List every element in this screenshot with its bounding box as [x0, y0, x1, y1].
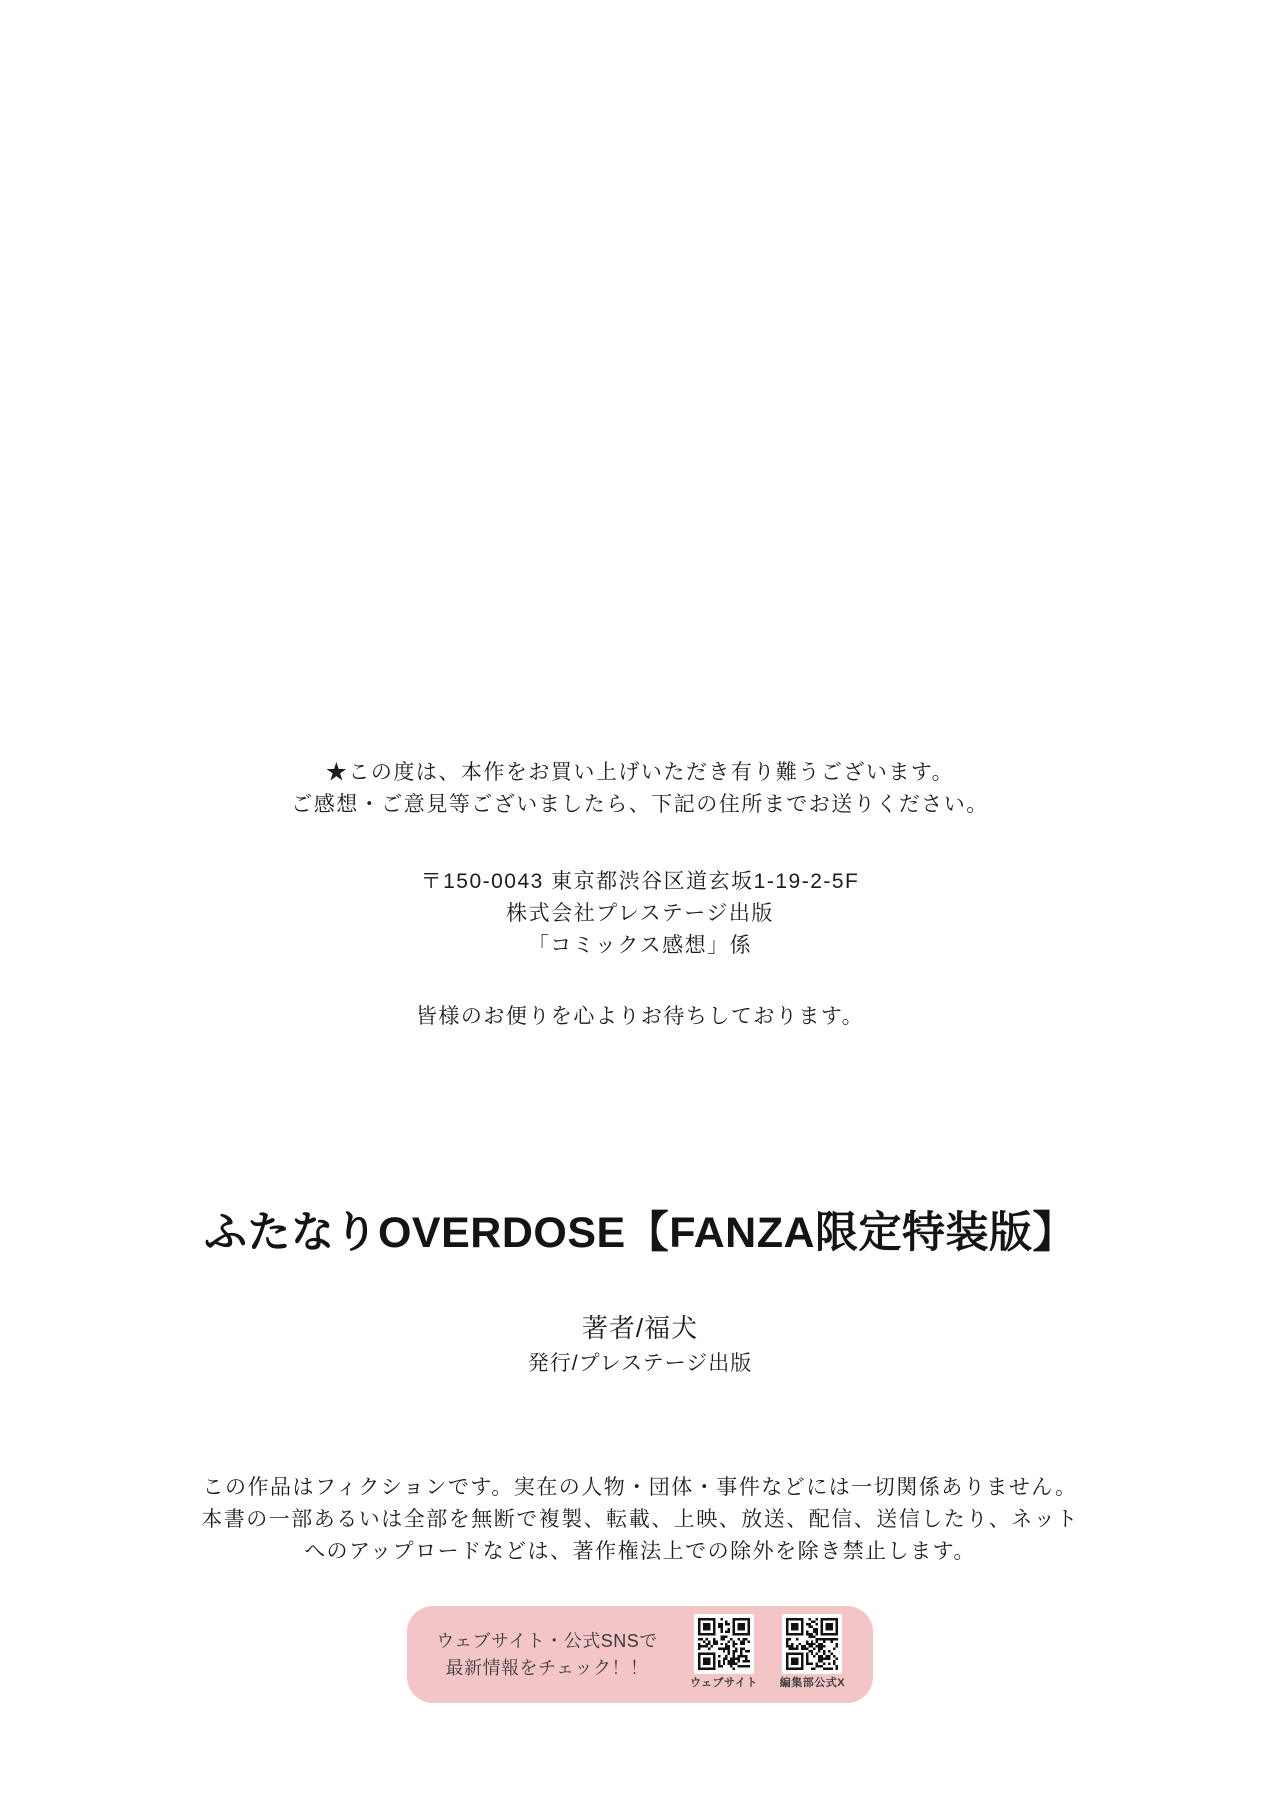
fiction-disclaimer-line1: この作品はフィクションです。実在の人物・団体・事件などには一切関係ありません。	[202, 1476, 1078, 1499]
publisher-address-company: 株式会社プレステージ出版	[506, 902, 774, 925]
qr-editorial-x-label: 編集部公式X	[779, 1677, 846, 1689]
awaiting-letters-message: 皆様のお便りを心よりお待ちしております。	[415, 1005, 865, 1028]
qr-code-editorial-x-icon	[782, 1614, 842, 1674]
copyright-disclaimer-line2: 本書の一部あるいは全部を無断で複製、転載、上映、放送、配信、送信したり、ネット	[201, 1508, 1079, 1531]
qr-website-label: ウェブサイト	[690, 1677, 758, 1689]
author-credit: 著者/福犬	[581, 1313, 699, 1343]
qr-editorial-x-block	[780, 1614, 845, 1690]
publisher-address-postal: 〒150-0043 東京都渋谷区道玄坂1-19-2-5F	[420, 870, 860, 893]
sns-info-box	[407, 1606, 873, 1703]
qr-code-website-icon	[694, 1614, 754, 1674]
sns-info-text-line1: ウェブサイト・公式SNSで	[436, 1630, 658, 1651]
sns-info-text-line2: 最新情報をチェック！！	[445, 1657, 649, 1678]
book-title: ふたなりOVERDOSE【FANZA限定特装版】	[203, 1209, 1077, 1257]
thanks-message-line1: ★この度は、本作をお買い上げいただき有り難うございます。	[325, 761, 955, 784]
publisher-credit: 発行/プレステージ出版	[527, 1352, 753, 1375]
sns-info-text	[425, 1628, 669, 1682]
copyright-disclaimer-line3: へのアップロードなどは、著作権法上での除外を除き禁止します。	[304, 1540, 976, 1563]
qr-website-block	[690, 1614, 758, 1690]
publisher-address-section: 「コミックス感想」係	[527, 934, 753, 957]
thanks-message-line2: ご感想・ご意見等ございましたら、下記の住所までお送りください。	[291, 793, 989, 816]
